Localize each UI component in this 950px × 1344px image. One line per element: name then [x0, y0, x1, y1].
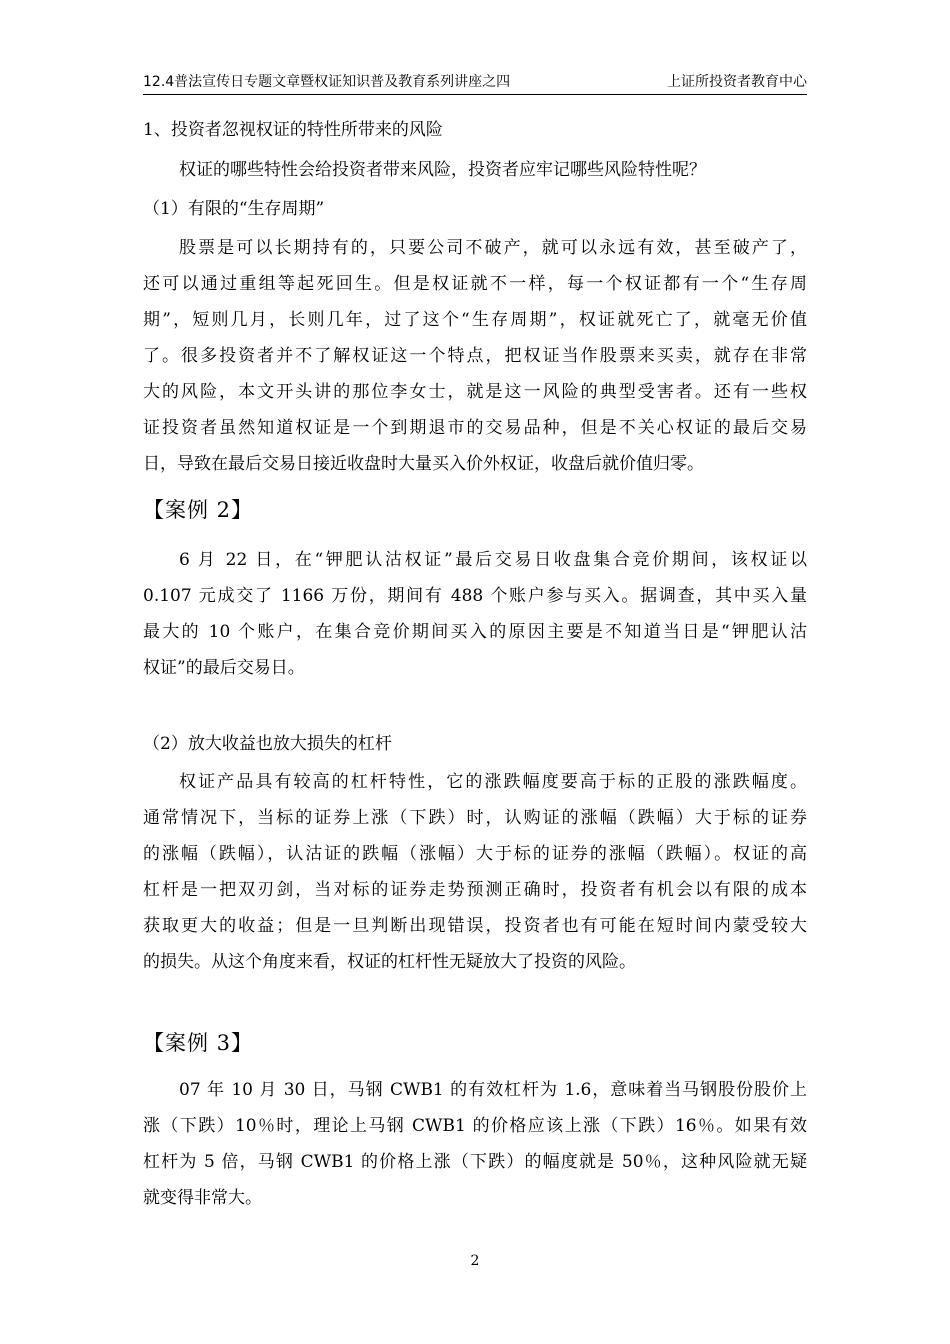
subsection-title-leverage: （2）放大收益也放大损失的杠杆 — [143, 734, 392, 754]
section-title: 1、投资者忽视权证的特性所带来的风险 — [143, 120, 443, 140]
header-organization: 上证所投资者教育中心 — [667, 74, 807, 90]
subsection-title-lifecycle: （1）有限的“生存周期” — [143, 199, 325, 219]
case-line: 权证”的最后交易日。 — [143, 658, 305, 678]
case-heading: 【案例 3】 — [143, 1031, 254, 1055]
paragraph-line: 日，导致在最后交易日接近收盘时大量买入价外权证，收盘后就价值归零。 — [143, 454, 704, 474]
case-line: 就变得非常大。 — [143, 1188, 262, 1208]
paragraph-line: 的损失。从这个角度来看，权证的杠杆性无疑放大了投资的风险。 — [143, 952, 636, 972]
paragraph-line: 股票是可以长期持有的，只要公司不破产，就可以永远有效，甚至破产了， — [179, 238, 807, 258]
page-number: 2 — [470, 1253, 480, 1269]
paragraph-line: 证投资者虽然知道权证是一个到期退市的交易品种，但是不关心权证的最后交易 — [143, 418, 807, 438]
paragraph-line: 通常情况下，当标的证券上涨（下跌）时，认购证的涨幅（跌幅）大于标的证券 — [143, 808, 807, 828]
header-divider — [143, 94, 807, 95]
paragraph-line: 权证产品具有较高的杠杆特性，它的涨跌幅度要高于标的正股的涨跌幅度。 — [179, 772, 807, 792]
case-line: 杠杆为 5 倍，马钢 CWB1 的价格上涨（下跌）的幅度就是 50％，这种风险就无疑 — [143, 1152, 807, 1172]
paragraph-line: 了。很多投资者并不了解权证这一个特点，把权证当作股票来买卖，就存在非常 — [143, 346, 807, 366]
section-intro: 权证的哪些特性会给投资者带来风险，投资者应牢记哪些风险特性呢？ — [179, 160, 706, 180]
case-line: 07 年 10 月 30 日，马钢 CWB1 的有效杠杆为 1.6，意味着当马钢股份股价上 — [179, 1080, 807, 1100]
paragraph-line: 获取更大的收益；但是一旦判断出现错误，投资者也有可能在短时间内蒙受较大 — [143, 916, 807, 936]
case-line: 涨（下跌）10％时，理论上马钢 CWB1 的价格应该上涨（下跌）16％。如果有效 — [143, 1116, 807, 1136]
header-series-title: 12.4普法宣传日专题文章暨权证知识普及教育系列讲座之四 — [143, 74, 511, 90]
paragraph-line: 还可以通过重组等起死回生。但是权证就不一样，每一个权证都有一个“生存周 — [143, 274, 807, 294]
page-header — [143, 68, 807, 94]
paragraph-line: 期”，短则几月，长则几年，过了这个“生存周期”，权证就死亡了，就毫无价值 — [143, 310, 807, 330]
paragraph-line: 大的风险，本文开头讲的那位李女士，就是这一风险的典型受害者。还有一些权 — [143, 382, 807, 402]
case-line: 最大的 10 个账户，在集合竞价期间买入的原因主要是不知道当日是“钾肥认沽 — [143, 622, 807, 642]
paragraph-line: 的涨幅（跌幅），认沽证的跌幅（涨幅）大于标的证券的涨幅（跌幅）。权证的高 — [143, 844, 807, 864]
paragraph-line: 杠杆是一把双刃剑，当对标的证券走势预测正确时，投资者有机会以有限的成本 — [143, 880, 807, 900]
case-line: 0.107 元成交了 1166 万份，期间有 488 个账户参与买入。据调查，其中买入量 — [143, 586, 807, 606]
case-heading: 【案例 2】 — [143, 498, 254, 522]
case-line: 6 月 22 日，在“钾肥认沽权证”最后交易日收盘集合竞价期间，该权证以 — [179, 550, 807, 570]
